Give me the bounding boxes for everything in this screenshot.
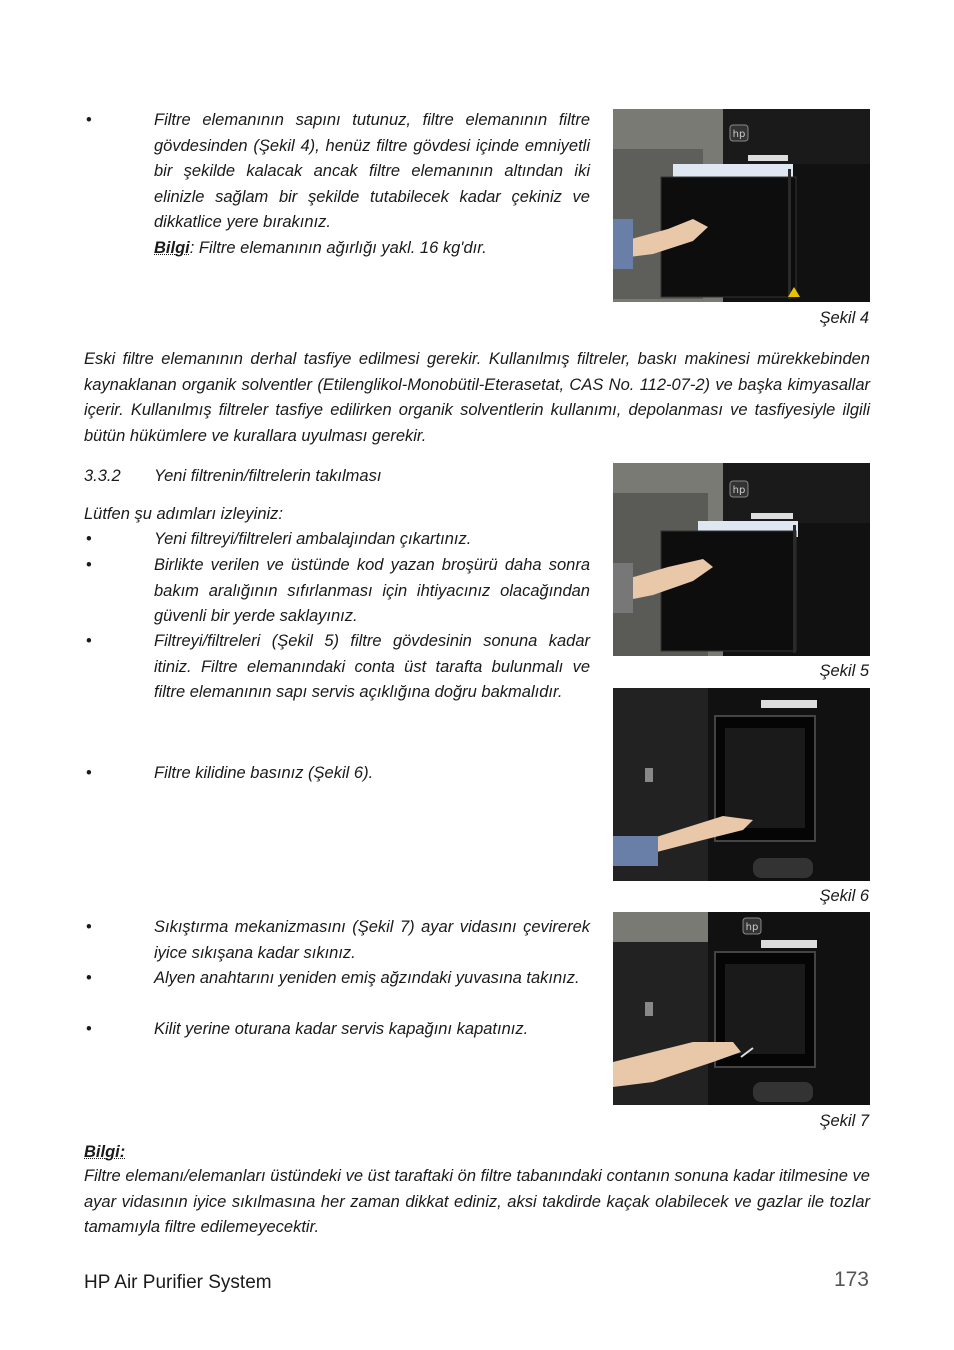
bullet: •	[86, 556, 92, 574]
final-note-text: Filtre elemanı/elemanları üstündeki ve üst taraftaki ön filtre tabanındaki contanın sonuna kadar itilmesine ve ayar vidasının iyice sıkılmasına her zaman dikkat ediniz, aksi takdirde kaçak olabilecek ve gazlar ile tozlar tamamıyla filtre edilemeyecektir.	[84, 1167, 870, 1236]
figure-7-caption: Şekil 7	[819, 1112, 869, 1130]
figure-7-photo	[613, 912, 870, 1105]
bullet: •	[86, 918, 92, 936]
step-text: Alyen anahtarını yeniden emiş ağzındaki yuvasına takınız.	[154, 969, 580, 987]
steps-intro: Lütfen şu adımları izleyiniz:	[84, 505, 284, 523]
list-item	[84, 553, 590, 630]
list-item	[84, 966, 590, 992]
list-item	[84, 527, 590, 553]
svg-text:hp: hp	[745, 922, 759, 933]
bullet: •	[86, 530, 92, 548]
figure-6-caption: Şekil 6	[819, 887, 869, 905]
step-text: Birlikte verilen ve üstünde kod yazan broşürü daha sonra bakım aralığının sıfırlanması için ihtiyacınız olacağından güvenli bir yerde saklayınız.	[154, 556, 590, 625]
step-text: Filtreyi/filtreleri (Şekil 5) filtre gövdesinin sonuna kadar itiniz. Filtre elemanındaki conta üst tarafta bulunmalı ve filtre elemanının sapı servis açıklığına doğru bakmalıdır.	[154, 632, 590, 701]
figure-6-photo	[613, 688, 870, 881]
step-text: Filtre kilidine basınız (Şekil 6).	[154, 764, 374, 782]
list-item	[84, 629, 590, 706]
list-item	[84, 915, 590, 966]
svg-text:hp: hp	[732, 129, 746, 140]
note-label: Bilgi	[154, 238, 190, 257]
figure-4-photo	[613, 109, 870, 302]
step-text: Sıkıştırma mekanizmasını (Şekil 7) ayar vidasını çevirerek iyice sıkışana kadar sıkınız.	[154, 918, 590, 962]
footer-title: HP Air Purifier System	[84, 1272, 272, 1293]
list-item	[84, 1017, 590, 1043]
bullet: •	[86, 764, 92, 782]
figure-5-photo	[613, 463, 870, 656]
disposal-paragraph: Eski filtre elemanının derhal tasfiye edilmesi gerekir. Kullanılmış filtreler, baskı makinesi mürekkebinden kaynaklanan organik solventler (Etilenglikol-Monobütil-Eterasetat, CAS No. 112-07-2) ve başka kimyasallar içerir. Kullanılmış filtreler tasfiye edilirken organik solventlerin kullanımı, depolanması ve tasfiyesiyle ilgili bütün hükümlere ve kurallara uyulması gerekir.	[84, 350, 870, 445]
final-note-label: Bilgi:	[84, 1143, 126, 1161]
section-heading	[84, 464, 382, 490]
section-number: 3.3.2	[84, 467, 121, 485]
svg-text:hp: hp	[732, 485, 746, 496]
bullet: •	[86, 1020, 92, 1038]
bullet: •	[86, 969, 92, 987]
section-title: Yeni filtrenin/filtrelerin takılması	[154, 467, 382, 485]
removal-step-text: Filtre elemanının sapını tutunuz, filtre elemanının filtre gövdesinden (Şekil 4), henüz filtre gövdesi içinde emniyetli bir şekilde kalacak ancak filtre elemanının altından iki elinizle sağlam bir şekilde tutabilecek kadar çekiniz ve dikkatlice yere bırakınız.	[154, 111, 590, 231]
bullet: •	[86, 111, 92, 129]
step-text: Yeni filtreyi/filtreleri ambalajından çıkartınız.	[154, 530, 472, 548]
list-item	[84, 761, 590, 787]
figure-4-caption: Şekil 4	[819, 309, 869, 327]
bullet: •	[86, 632, 92, 650]
note-text: : Filtre elemanının ağırlığı yakl. 16 kg'dır.	[189, 238, 487, 257]
removal-step	[84, 108, 590, 261]
step-text: Kilit yerine oturana kadar servis kapağını kapatınız.	[154, 1020, 529, 1038]
page-number: 173	[833, 1268, 869, 1291]
figure-5-caption: Şekil 5	[819, 662, 869, 680]
